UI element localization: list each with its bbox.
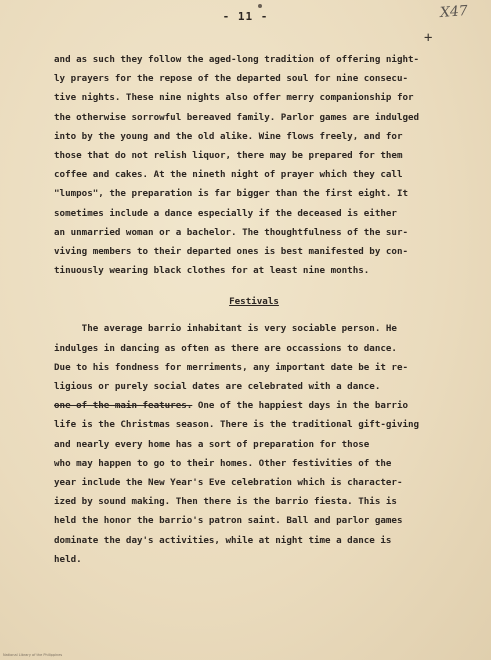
text-line: ligious or purely social dates are celebrated with a dance. — [54, 381, 381, 392]
text-line: an unmarried woman or a bachelor. The thoughtfulness of the sur- — [54, 226, 409, 238]
page-number: - 11 - — [222, 10, 269, 23]
text-line: the otherwise sorrowful bereaved family. Parlor games are indulged — [54, 111, 420, 123]
body-text — [54, 50, 454, 569]
paragraph-1 — [54, 50, 454, 280]
text-line: who may happen to go to their homes. Other festivities of the — [54, 457, 392, 469]
text-line: held. — [54, 553, 82, 565]
footer-imprint: National Library of the Philippines — [3, 653, 63, 657]
text-line: tive nights. These nine nights also offer merry companionship for — [54, 92, 414, 104]
text-line: "lumpos", the preparation is far bigger than the first eight. It — [54, 188, 409, 200]
text-line-with-strikethrough — [54, 396, 454, 415]
cross-mark: + — [424, 30, 433, 46]
text-line: dominate the day's activities, while at night time a dance is — [54, 534, 392, 546]
text-line: those that do not relish liquor, there may be prepared for them — [54, 149, 403, 161]
punch-hole-mark — [258, 4, 262, 8]
section-heading: Festivals — [229, 296, 279, 308]
text-line: indulges in dancing as often as there are occassions to dance. — [54, 342, 397, 354]
paragraph-2 — [54, 319, 454, 568]
text-line: The average barrio inhabitant is very sociable person. He — [54, 323, 397, 335]
text-line: life is the Christmas season. There is the traditional gift-giving — [54, 419, 420, 431]
text-line: viving members to their departed ones is best manifested by con- — [54, 245, 409, 257]
text-line: held the honor the barrio's patron saint. Ball and parlor games — [54, 515, 403, 527]
text-line: into by the young and the old alike. Wine flows freely, and for — [54, 130, 403, 142]
text-line: ized by sound making. Then there is the barrio fiesta. This is — [54, 496, 397, 508]
text-line: sometimes include a dance especially if the deceased is either — [54, 207, 397, 219]
text-line: coffee and cakes. At the nineth night of prayer which they call — [54, 169, 403, 181]
text-span: One of the happiest days in the barrio — [192, 400, 409, 412]
struck-text: one of the main features. — [54, 400, 193, 412]
text-line: Due to his fondness for merriments, any important date be it re- — [54, 361, 409, 373]
text-line: tinuously wearing black clothes for at least nine months. — [54, 265, 370, 277]
text-line: ly prayers for the repose of the departed soul for nine consecu- — [54, 73, 409, 85]
text-line: year include the New Year's Eve celebration which is character- — [54, 476, 403, 488]
text-line: and nearly every home has a sort of preparation for those — [54, 438, 370, 450]
text-line: and as such they follow the aged-long tradition of offering night- — [54, 54, 420, 65]
handwritten-annotation: X47 — [439, 3, 469, 21]
